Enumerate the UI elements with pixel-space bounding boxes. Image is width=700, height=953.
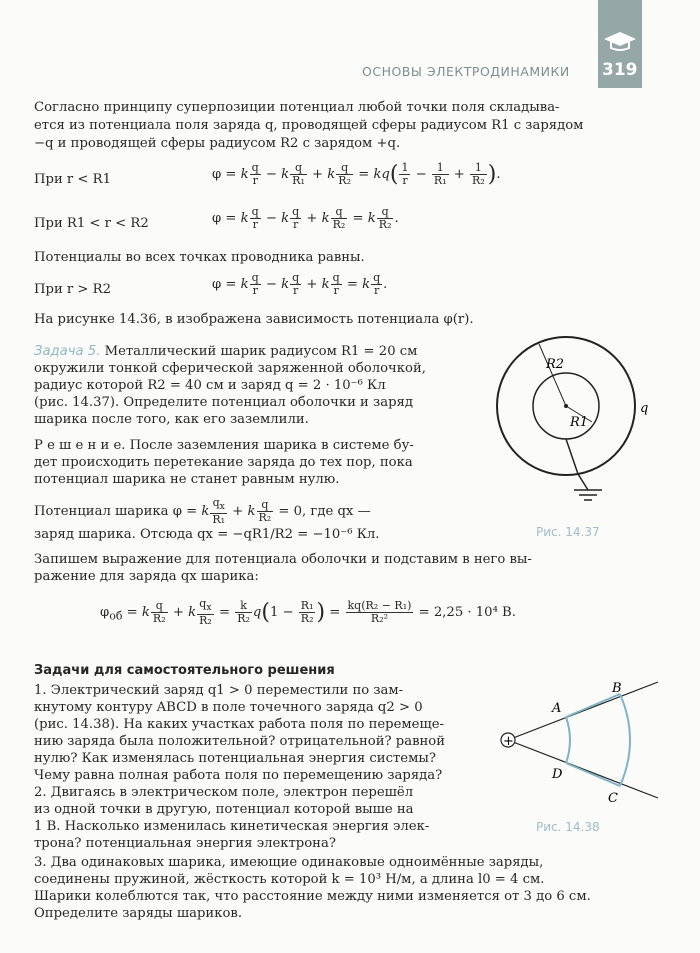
label-a: A (552, 701, 562, 716)
write-line: ражение для заряда qx шарика: (34, 569, 259, 584)
figure-reference: На рисунке 14.36, в изображена зависимость потенциала φ(r). (34, 312, 474, 327)
task5-line: шарика после того, как его заземлили. (34, 412, 309, 427)
potential-line: Потенциал шарика φ = k $\frac{q_x}{\text{R₁}}$ + k $\frac{q}{\text{R₂}}$ = 0, где qx — (34, 496, 371, 527)
case3-label: При r > R2 (34, 282, 111, 297)
solution-line: Р е ш е н и е. После заземления шарика в системе бу- (34, 438, 414, 453)
label-c: C (608, 791, 618, 806)
problems-title: Задачи для самостоятельного решения (34, 663, 335, 678)
formula-case3: φ = k $\frac{q}{r}$ − k $\frac{q}{r}$ + k $\frac{q}{r}$ = k $\frac{q}{r}$ . (212, 271, 388, 297)
problem1-line: 1. Электрический заряд q1 > 0 переместили по зам- (34, 683, 404, 698)
label-r1: R1 (570, 415, 589, 430)
ray-upper (508, 682, 658, 740)
charge-line: заряд шарика. Отсюда qx = −qR1/R2 = −10⁻⁶ Кл. (34, 527, 380, 542)
problem2-line: трона? потенциальная энергия электрона? (34, 836, 336, 851)
potential-suffix: , где qx — (302, 504, 371, 520)
solution-line: дет происходить перетекание заряда до тех пор, пока (34, 455, 413, 470)
problem3-line: 3. Два одинаковых шарика, имеющие одинаковые одноимённые заряды, (34, 855, 544, 870)
arc-bc (620, 694, 630, 786)
task5-label: Задача 5. (34, 344, 101, 359)
problem1-line: Чему равна полная работа поля по перемещению заряда? (34, 768, 443, 783)
equal-potentials: Потенциалы во всех точках проводника равны. (34, 250, 365, 265)
label-b: B (612, 681, 622, 696)
task5-line: Металлический шарик радиусом R1 = 20 см (100, 344, 418, 359)
problem2-line: 1 В. Насколько изменилась кинетическая энергия элек- (34, 819, 430, 834)
problem1-line: кнутому контуру ABCD в поле точечного заряда q2 > 0 (34, 700, 423, 715)
plus-sign: + (503, 734, 514, 749)
task5-line: радиус которой R2 = 40 см и заряд q = 2 · 10⁻⁶ Кл (34, 378, 386, 393)
ground-wire (566, 439, 578, 474)
problem1-line: нулю? Как изменялась потенциальная энергия системы? (34, 751, 436, 766)
case1-label: При r < R1 (34, 172, 111, 187)
figure-14-38-caption: Рис. 14.38 (536, 820, 600, 834)
intro-line: Согласно принципу суперпозиции потенциал любой точки поля складыва- (34, 100, 560, 115)
shell-potential-result: = 2,25 · 10⁴ В. (418, 605, 516, 621)
case2-label: При R1 < r < R2 (34, 216, 149, 231)
label-d: D (552, 767, 563, 782)
label-q: q (640, 401, 649, 416)
write-line: Запишем выражение для потенциала оболочки и подставим в него вы- (34, 552, 532, 567)
intro-line: ется из потенциала поля заряда q, проводящей сферы радиусом R1 с зарядом (34, 118, 584, 133)
graduation-cap-icon (602, 30, 638, 52)
problem2-line: 2. Двигаясь в электрическом поле, электрон перешёл (34, 785, 414, 800)
label-r2: R2 (546, 357, 565, 372)
figure-14-38 (490, 680, 670, 820)
page-number: 319 (602, 60, 638, 80)
solution-line: потенциал шарика не станет равным нулю. (34, 472, 340, 487)
problem3-line: соединены пружиной, жёсткость которой k = 10³ Н/м, а длина l0 = 4 см. (34, 872, 545, 887)
problem2-line: из одной точки в другую, потенциал которой выше на (34, 802, 414, 817)
potential-prefix: Потенциал шарика (34, 504, 169, 520)
figure-14-37-caption: Рис. 14.37 (536, 525, 600, 539)
formula-case1: φ = k $\frac{q}{r}$ − k $\frac{q}{\text{R₁}}$ + k $\frac{q}{\text{R₂}}$ = kq( $\frac{1}{r}$ − $\frac{1}{\text{R₁}}$ + $\frac{1}{\text{R₂}}$ ). (212, 161, 501, 187)
radius-r2-line (539, 344, 566, 406)
problem1-line: (рис. 14.38). На каких участках работа поля по перемещe- (34, 717, 444, 732)
task5-line: (рис. 14.37). Определите потенциал оболочки и заряд (34, 395, 413, 410)
arc-ad (566, 717, 570, 763)
problem3-line: Определите заряды шариков. (34, 906, 243, 921)
section-title: ОСНОВЫ ЭЛЕКТРОДИНАМИКИ (362, 64, 570, 79)
formula-case2: φ = k $\frac{q}{r}$ − k $\frac{q}{r}$ + k $\frac{q}{\text{R₂}}$ = k $\frac{q}{\text{R₂}}$ . (212, 205, 399, 231)
intro-line: −q и проводящей сферы радиусом R2 с зарядом +q. (34, 136, 401, 151)
problem1-line: нию заряда была положительной? отрицательной? равной (34, 734, 446, 749)
shell-potential-formula: $\varphi_{об} = k$ $\frac{q}{\text{R₂}}$ + k $\frac{q_x}{\text{R₂}}$ = $\frac{k}{\text{R₂}}$ q(1 − $\frac{\text{R₁}}{\text{R₂}}$ ) = $\frac{\text{kq(R₂ − R₁)}}{\text{R₂²}}$ = 2,25 · 10⁴ В. (100, 597, 516, 628)
problem3-line: Шарики колеблются так, что расстояние между ними изменяется от 3 до 6 см. (34, 889, 591, 904)
task5-line: окружили тонкой сферической заряженной оболочкой, (34, 361, 426, 376)
figure-14-37 (494, 326, 684, 526)
ray-lower (508, 740, 658, 798)
